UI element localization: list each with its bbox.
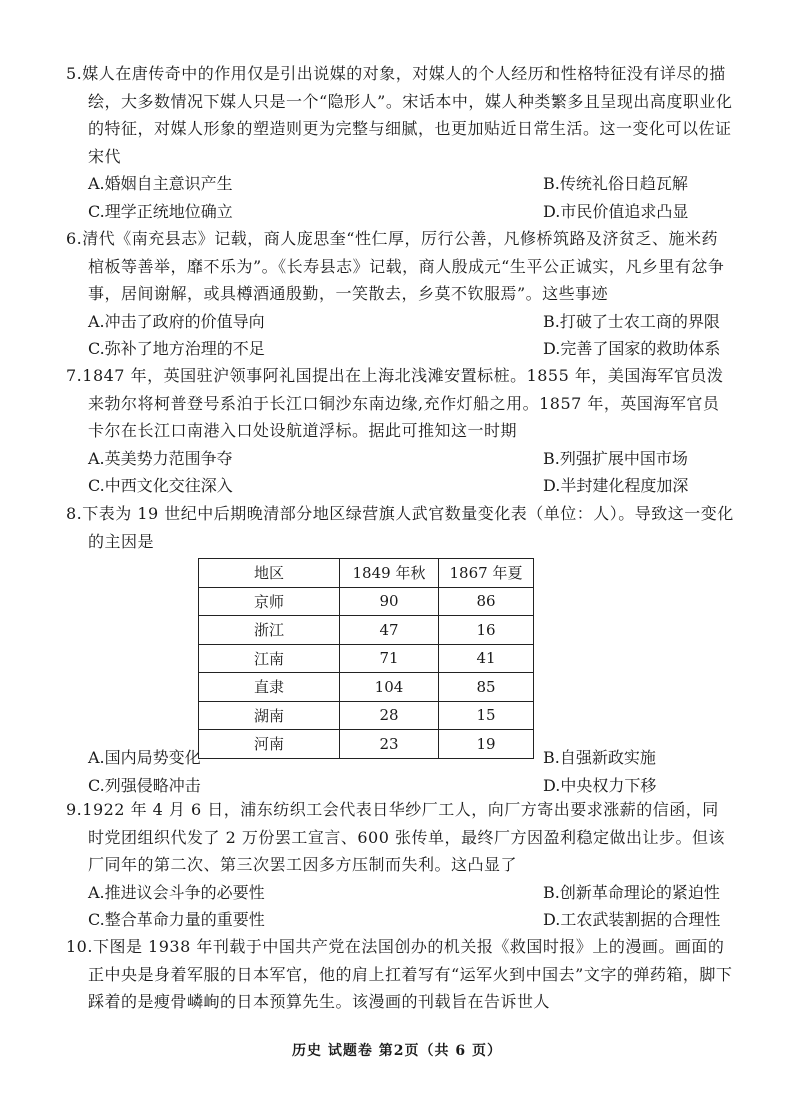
page-footer: 历史 试题卷 第2页（共 6 页）	[292, 1043, 502, 1059]
option-d[interactable]: D.工农武装割据的合理性	[543, 910, 721, 929]
option-a[interactable]: A.国内局势变化	[88, 748, 201, 767]
question-text: 9.1922 年 4 月 6 日，浦东纺织工会代表日华纱厂工人，向厂方寄出要求涨薪的信函，同时党团组织代发了 2 万份罢工宣言、600 张传单，最终厂方因盈利稳定做出让步。但该厂同年的第二次、第三次罢工因多方压制而失利。这凸显了	[66, 800, 725, 874]
table-header-row	[199, 559, 534, 588]
table-cell: 28	[340, 701, 439, 730]
option-b[interactable]: B.创新革命理论的紧迫性	[543, 882, 720, 902]
table-row	[199, 644, 534, 673]
table-cell: 41	[439, 644, 534, 673]
table-cell: 47	[340, 616, 439, 645]
table-cell: 104	[340, 673, 439, 702]
table-cell: 19	[439, 730, 534, 759]
table-cell: 浙江	[199, 616, 340, 645]
option-d[interactable]: D.完善了国家的救助体系	[543, 339, 721, 358]
table-cell: 90	[340, 587, 439, 616]
question-8	[66, 500, 734, 555]
option-c[interactable]: C.理学正统地位确立	[88, 201, 233, 221]
option-a[interactable]: A.冲击了政府的价值导向	[88, 311, 265, 331]
option-b[interactable]: B.打破了士农工商的界限	[543, 311, 720, 331]
question-text: 6.清代《南充县志》记载，商人庞思奎“性仁厚，厉行公善，凡修桥筑路及济贫乏、施米药棺板等善举，靡不乐为”。《长寿县志》记载，商人殷成元“生平公正诚实，凡乡里有忿争事，居间谢解，或具樽酒通殷勤，一笑散去，乡莫不钦服焉”。这些事迹	[66, 229, 725, 303]
option-d[interactable]: D.市民价值追求凸显	[543, 201, 689, 221]
question-text: 7.1847 年，英国驻沪领事阿礼国提出在上海北浅滩安置标桩。1855 年，美国海军官员泼来勃尔将柯普登号系泊于长江口铜沙东南边缘,充作灯船之用。1857 年，英国海军官员卡尔在长江口南港入口处设航道浮标。据此可推知这一时期	[66, 366, 724, 440]
table-cell: 86	[439, 587, 534, 616]
table-row	[199, 587, 534, 616]
options	[66, 445, 734, 500]
table-header: 1849 年秋	[340, 559, 439, 588]
option-b[interactable]: B.列强扩展中国市场	[543, 448, 688, 468]
question-6	[66, 225, 734, 363]
question-text: 8.下表为 19 世纪中后期晚清部分地区绿营旗人武官数量变化表（单位：人）。导致这一变化的主因是	[66, 504, 734, 551]
table-cell: 京师	[199, 587, 340, 616]
table-cell: 16	[439, 616, 534, 645]
table-cell: 河南	[199, 730, 340, 759]
question-10	[66, 933, 734, 1016]
table-header: 1867 年夏	[439, 559, 534, 588]
options	[66, 744, 734, 799]
options	[66, 308, 734, 363]
table-row	[199, 701, 534, 730]
table-row	[199, 673, 534, 702]
data-table	[198, 558, 534, 759]
question-text: 5.媒人在唐传奇中的作用仅是引出说媒的对象，对媒人的个人经历和性格特征没有详尽的描绘，大多数情况下媒人只是一个“隐形人”。宋话本中，媒人种类繁多且呈现出高度职业化的特征，对媒人形象的塑造则更为完整与细腻，也更加贴近日常生活。这一变化可以佐证宋代	[66, 64, 733, 166]
table-header: 地区	[199, 559, 340, 588]
option-d[interactable]: D.中央权力下移	[543, 775, 657, 795]
option-b[interactable]: B.自强新政实施	[543, 748, 656, 767]
question-7	[66, 362, 734, 500]
table-cell: 85	[439, 673, 534, 702]
option-a[interactable]: A.英美势力范围争夺	[88, 448, 233, 468]
question-text: 10.下图是 1938 年刊载于中国共产党在法国创办的机关报《救国时报》上的漫画。画面的正中央是身着军服的日本军官，他的肩上扛着写有“运军火到中国去”文字的弹药箱，脚下踩着的是瘦骨嶙峋的日本预算先生。该漫画的刊载旨在告诉世人	[66, 937, 733, 1011]
table-cell: 直隶	[199, 673, 340, 702]
option-c[interactable]: C.弥补了地方治理的不足	[88, 339, 265, 358]
option-c[interactable]: C.整合革命力量的重要性	[88, 910, 265, 929]
table-cell: 15	[439, 701, 534, 730]
options	[66, 879, 734, 934]
question-8-options	[66, 744, 734, 799]
table-cell: 湖南	[199, 701, 340, 730]
option-d[interactable]: D.半封建化程度加深	[543, 476, 689, 495]
options	[66, 170, 734, 225]
option-c[interactable]: C.列强侵略冲击	[88, 775, 201, 795]
table-cell: 71	[340, 644, 439, 673]
question-9	[66, 796, 734, 934]
table-cell: 23	[340, 730, 439, 759]
option-a[interactable]: A.婚姻自主意识产生	[88, 174, 233, 193]
option-a[interactable]: A.推进议会斗争的必要性	[88, 882, 265, 902]
option-b[interactable]: B.传统礼俗日趋瓦解	[543, 174, 688, 193]
table-cell: 江南	[199, 644, 340, 673]
table-row	[199, 616, 534, 645]
option-c[interactable]: C.中西文化交往深入	[88, 476, 233, 495]
question-5	[66, 60, 734, 225]
